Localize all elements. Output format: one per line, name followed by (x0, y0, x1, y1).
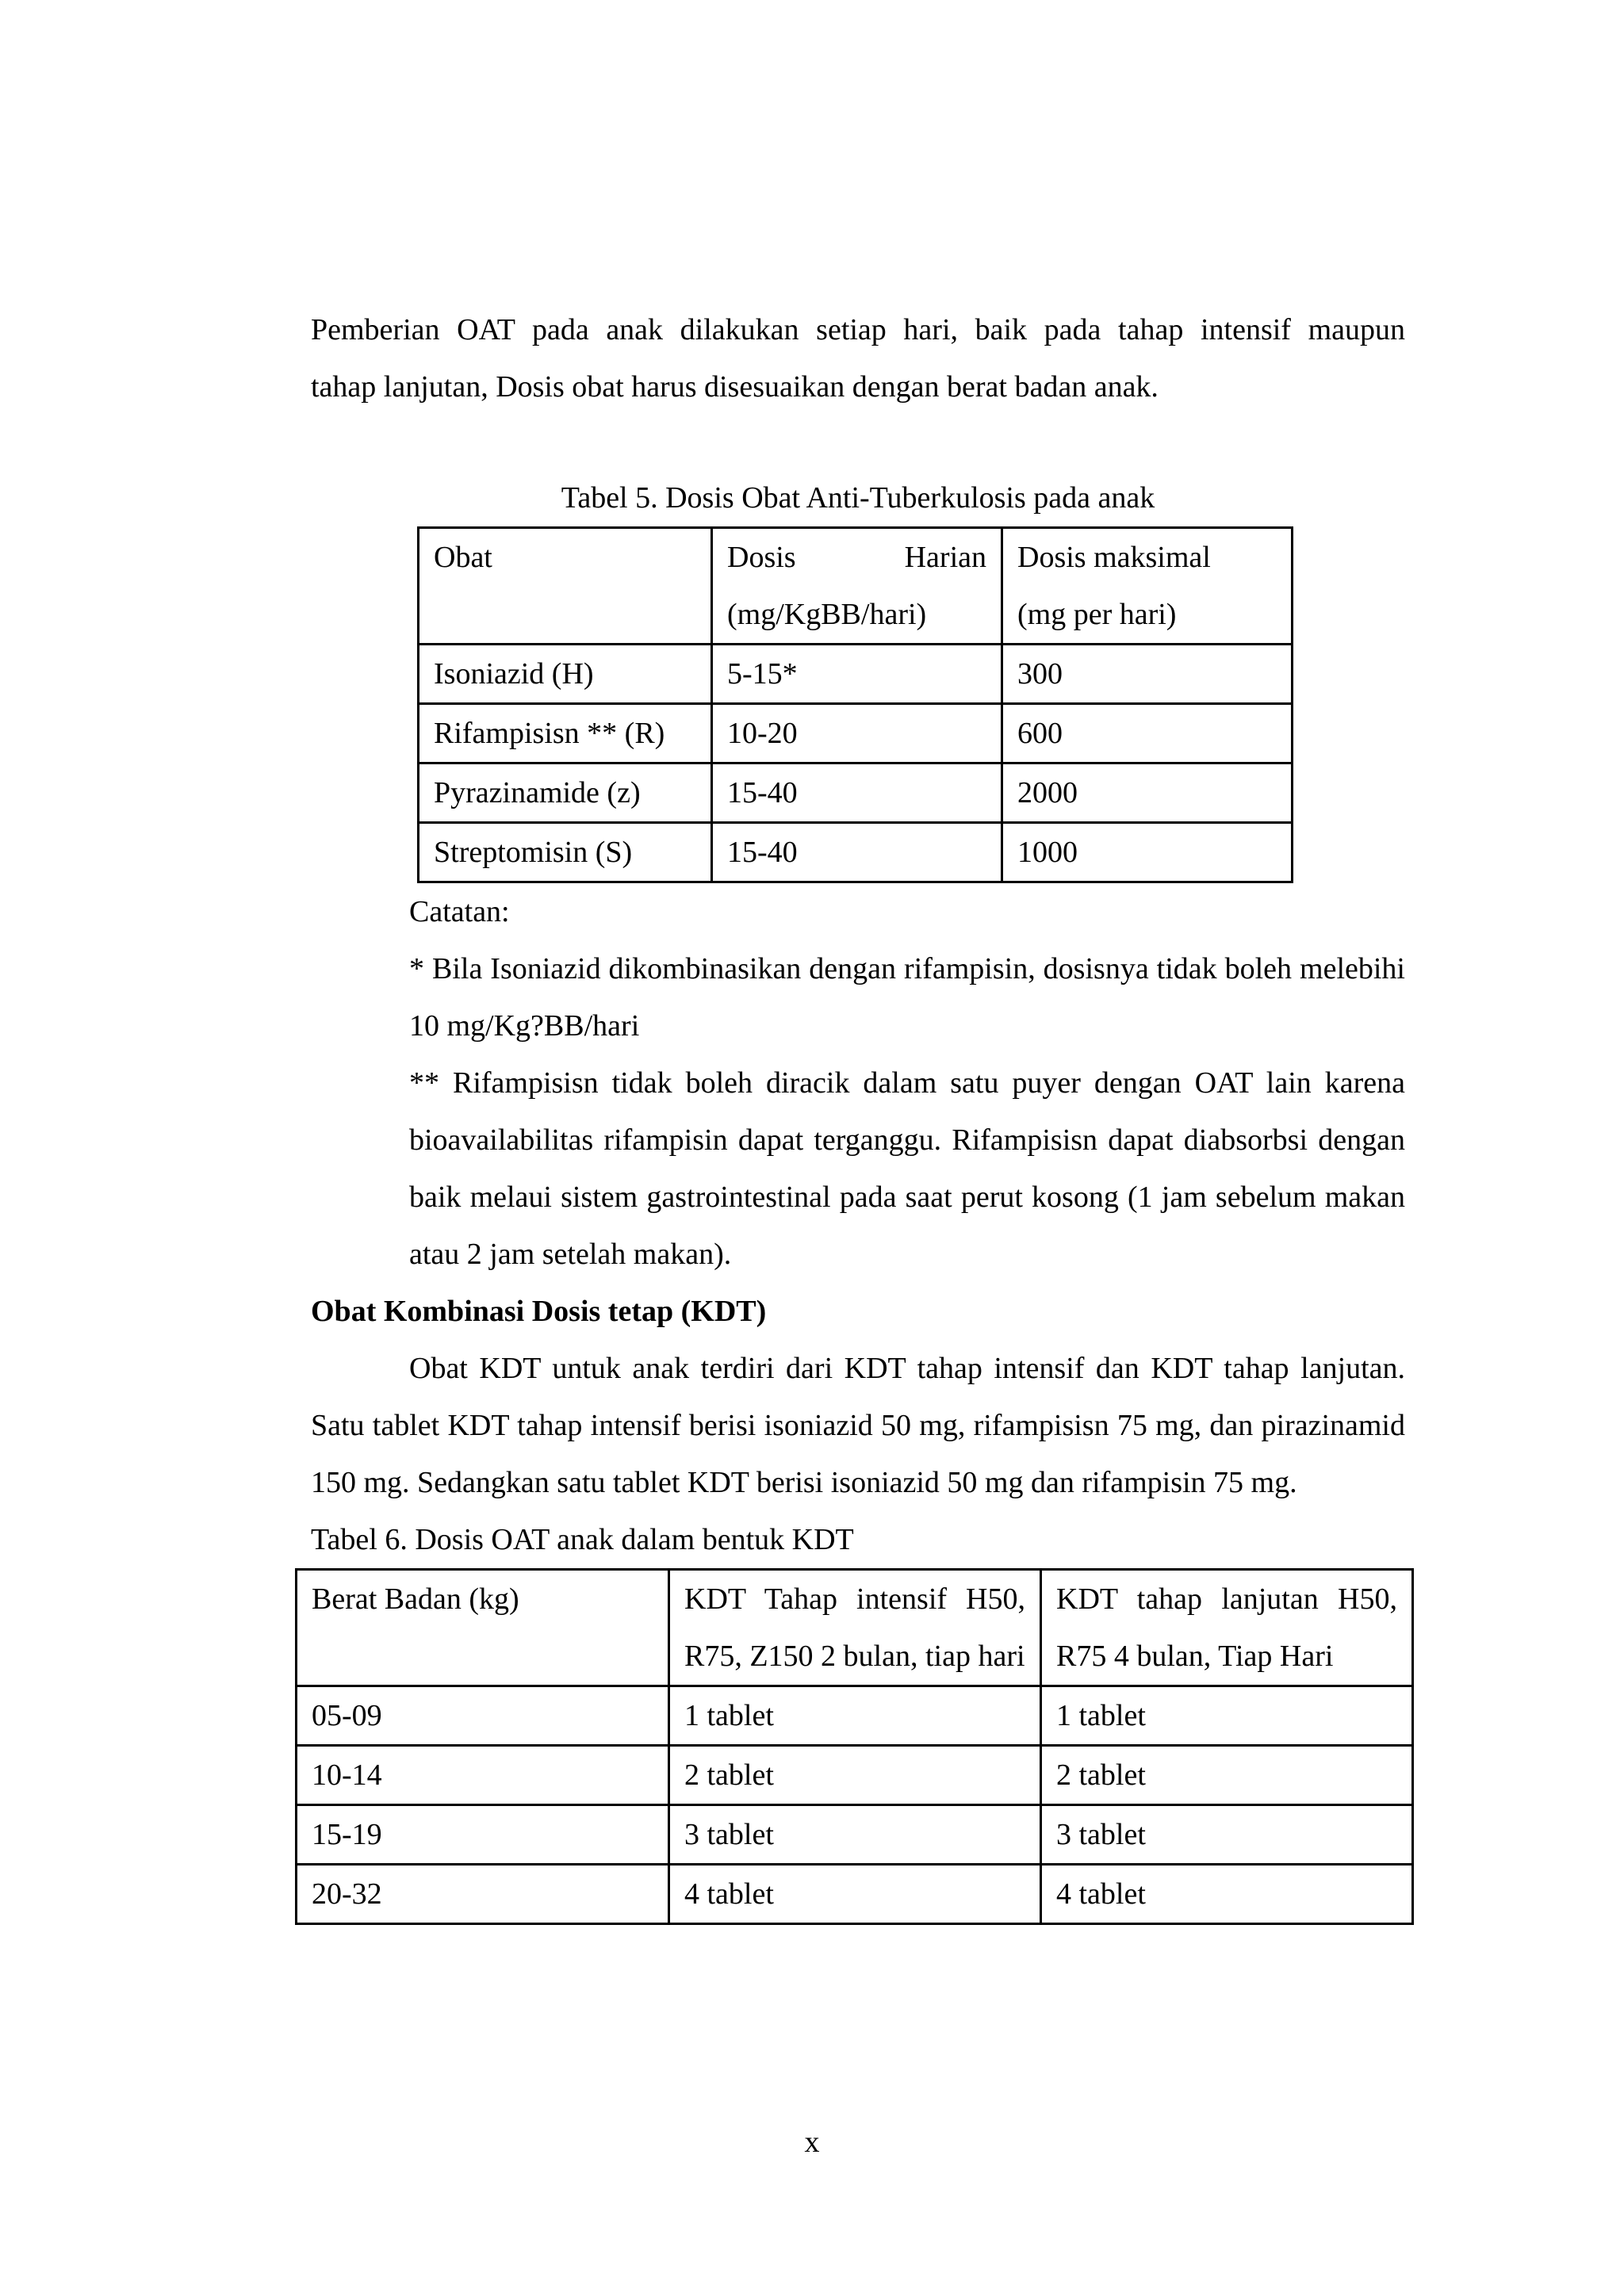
table5-cell-dosis: 5-15* (712, 645, 1002, 704)
table5-header-obat: Obat (419, 528, 712, 645)
table-row (297, 1865, 1413, 1924)
table6-cell-bb: 10-14 (297, 1746, 669, 1805)
table6 (295, 1568, 1414, 1925)
table6-cell-lanjutan: 3 tablet (1041, 1805, 1413, 1865)
table5-cell-obat: Streptomisin (S) (419, 823, 712, 882)
table-row (419, 763, 1293, 823)
table-row (297, 1805, 1413, 1865)
table5-cell-maks: 1000 (1002, 823, 1293, 882)
spacer (311, 415, 1405, 469)
table-row (419, 823, 1293, 882)
intro-line-1: Pemberian OAT pada anak dilakukan setiap hari, baik pada tahap intensif maupun (311, 313, 1405, 346)
table5-caption: Tabel 5. Dosis Obat Anti-Tuberkulosis pada anak (561, 481, 1155, 515)
table-row (419, 645, 1293, 704)
table6-cell-bb: 15-19 (297, 1805, 669, 1865)
table5-cell-maks: 600 (1002, 704, 1293, 763)
table5-cell-dosis: 10-20 (712, 704, 1002, 763)
table6-header-berat-badan: Berat Badan (kg) (297, 1570, 669, 1686)
table5-header-dosis-maksimal: Dosis maksimal (mg per hari) (1002, 528, 1293, 645)
intro-line-2: tahap lanjutan, Dosis obat harus disesuaikan dengan berat badan anak. (311, 370, 1159, 404)
table6-cell-intensif: 2 tablet (669, 1746, 1041, 1805)
table5-cell-dosis: 15-40 (712, 823, 1002, 882)
table5-cell-maks: 2000 (1002, 763, 1293, 823)
table5-notes (409, 883, 1405, 1283)
table6-header-lanjutan: KDT tahap lanjutan H50, R75 4 bulan, Tiap Hari (1041, 1570, 1413, 1686)
table6-caption: Tabel 6. Dosis OAT anak dalam bentuk KDT (311, 1523, 854, 1556)
table-row (419, 704, 1293, 763)
table6-cell-lanjutan: 4 tablet (1041, 1865, 1413, 1924)
table-row (297, 1686, 1413, 1746)
table5-cell-obat: Pyrazinamide (z) (419, 763, 712, 823)
table5-wrapper (417, 526, 1291, 883)
table6-cell-intensif: 4 tablet (669, 1865, 1041, 1924)
table-row (297, 1746, 1413, 1805)
table6-cell-lanjutan: 2 tablet (1041, 1746, 1413, 1805)
note-1: * Bila Isoniazid dikombinasikan dengan rifampisin, dosisnya tidak boleh melebihi 10 mg/Kg?BB/hari (409, 952, 1405, 1043)
table5-header-row (419, 528, 1293, 645)
note-2: ** Rifampisisn tidak boleh diracik dalam satu puyer dengan OAT lain karena bioavailabilitas rifampisin dapat terganggu. Rifampisisn dapat diabsorbsi dengan baik melaui sistem gastrointestinal pada saat perut kosong (1 jam sebelum makan atau 2 jam setelah makan). (409, 1066, 1405, 1271)
page-number: x (804, 2126, 820, 2159)
table5-cell-dosis: 15-40 (712, 763, 1002, 823)
kdt-paragraph: Obat KDT untuk anak terdiri dari KDT tahap intensif dan KDT tahap lanjutan. Satu tablet KDT tahap intensif berisi isoniazid 50 mg, rifampisisn 75 mg, dan pirazinamid 150 mg. Sedangkan satu tablet KDT berisi isoniazid 50 mg dan rifampisin 75 mg. (311, 1352, 1405, 1499)
table6-cell-lanjutan: 1 tablet (1041, 1686, 1413, 1746)
notes-label: Catatan: (409, 895, 510, 928)
document-page (311, 301, 1405, 1925)
table5-cell-maks: 300 (1002, 645, 1293, 704)
table6-header-intensif: KDT Tahap intensif H50, R75, Z150 2 bulan, tiap hari (669, 1570, 1041, 1686)
kdt-heading: Obat Kombinasi Dosis tetap (KDT) (311, 1295, 767, 1328)
table6-cell-intensif: 1 tablet (669, 1686, 1041, 1746)
table6-cell-bb: 05-09 (297, 1686, 669, 1746)
table6-header-row (297, 1570, 1413, 1686)
table5-cell-obat: Rifampisisn ** (R) (419, 704, 712, 763)
table5-cell-obat: Isoniazid (H) (419, 645, 712, 704)
table5-header-dosis-harian: Dosis Harian (mg/KgBB/hari) (712, 528, 1002, 645)
table5 (417, 526, 1293, 883)
table6-cell-intensif: 3 tablet (669, 1805, 1041, 1865)
table6-cell-bb: 20-32 (297, 1865, 669, 1924)
